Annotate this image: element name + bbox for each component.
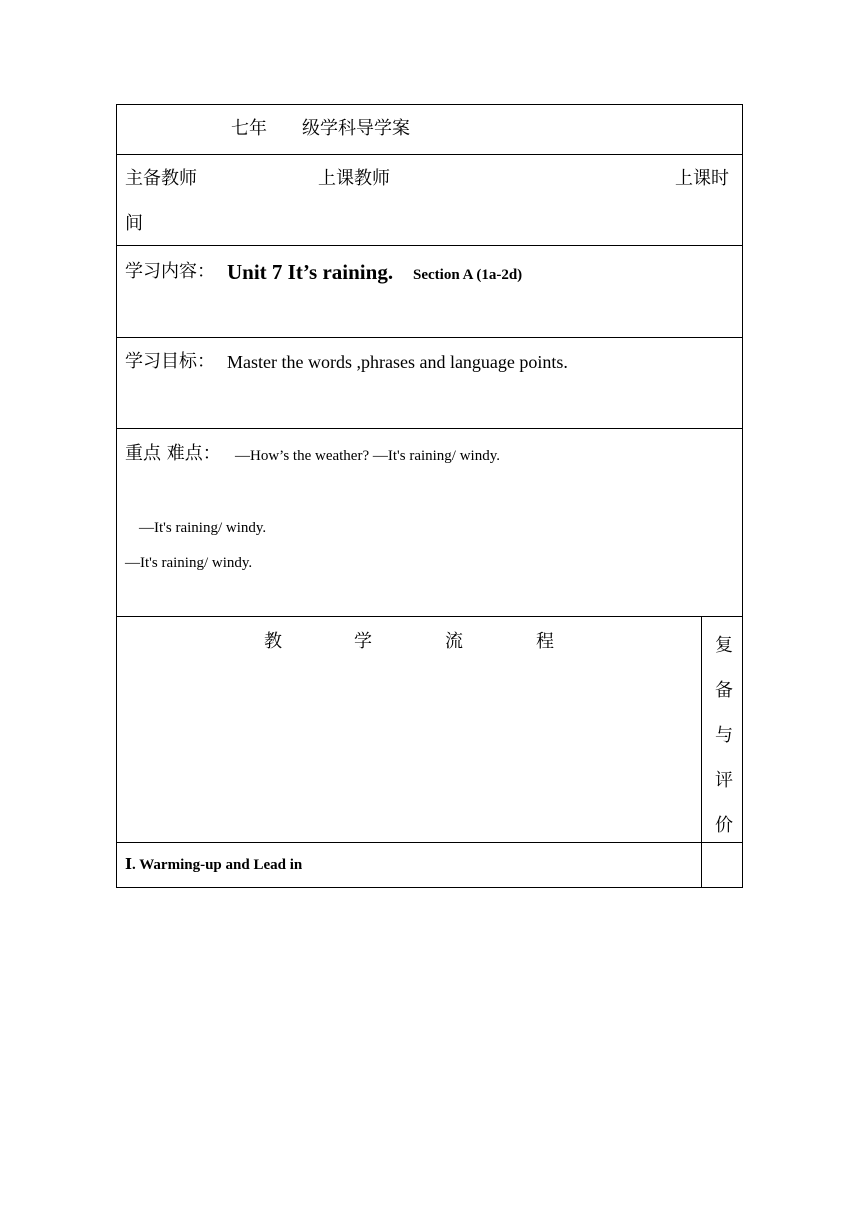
review-char-5: 价 bbox=[715, 815, 733, 836]
process-row bbox=[117, 617, 742, 843]
column-divider bbox=[701, 843, 702, 887]
class-time-label: 上课时 bbox=[675, 168, 729, 189]
review-char-4: 评 bbox=[715, 770, 733, 791]
key-point-line-3: —It's raining/ windy. bbox=[125, 555, 253, 571]
class-teacher-label: 上课教师 bbox=[318, 168, 390, 189]
column-divider bbox=[701, 617, 702, 842]
unit-title: Unit 7 It’s raining. bbox=[227, 260, 394, 284]
section-1-row bbox=[117, 843, 742, 887]
key-points-label: 重点 难点： bbox=[125, 443, 221, 464]
grade-label: 七年 bbox=[231, 118, 267, 139]
section-1-title: Ⅰ. Warming-up and Lead in bbox=[125, 857, 303, 873]
process-char-4: 程 bbox=[536, 631, 554, 652]
review-char-3: 与 bbox=[715, 725, 733, 746]
header-row bbox=[117, 105, 742, 155]
page-title: 级学科导学案 bbox=[302, 118, 410, 139]
process-char-3: 流 bbox=[445, 631, 463, 652]
process-char-1: 教 bbox=[264, 631, 282, 652]
objective-label: 学习目标： bbox=[125, 351, 215, 372]
section-label: Section A (1a-2d) bbox=[413, 267, 523, 283]
process-char-2: 学 bbox=[354, 631, 372, 652]
objective-row bbox=[117, 338, 742, 429]
review-char-2: 备 bbox=[715, 680, 733, 701]
key-point-line-2: —It's raining/ windy. bbox=[139, 520, 267, 536]
content-row bbox=[117, 246, 742, 338]
objective-text: Master the words ,phrases and language points. bbox=[227, 352, 568, 372]
lead-teacher-label: 主备教师 bbox=[125, 168, 197, 189]
review-char-1: 复 bbox=[715, 635, 733, 656]
lesson-plan-table bbox=[116, 104, 743, 888]
teachers-row bbox=[117, 155, 742, 246]
key-points-row bbox=[117, 429, 742, 617]
key-point-line-1: —How’s the weather? —It's raining/ windy. bbox=[235, 448, 501, 464]
class-time-label-cont: 间 bbox=[125, 213, 143, 234]
content-label: 学习内容： bbox=[125, 261, 215, 282]
